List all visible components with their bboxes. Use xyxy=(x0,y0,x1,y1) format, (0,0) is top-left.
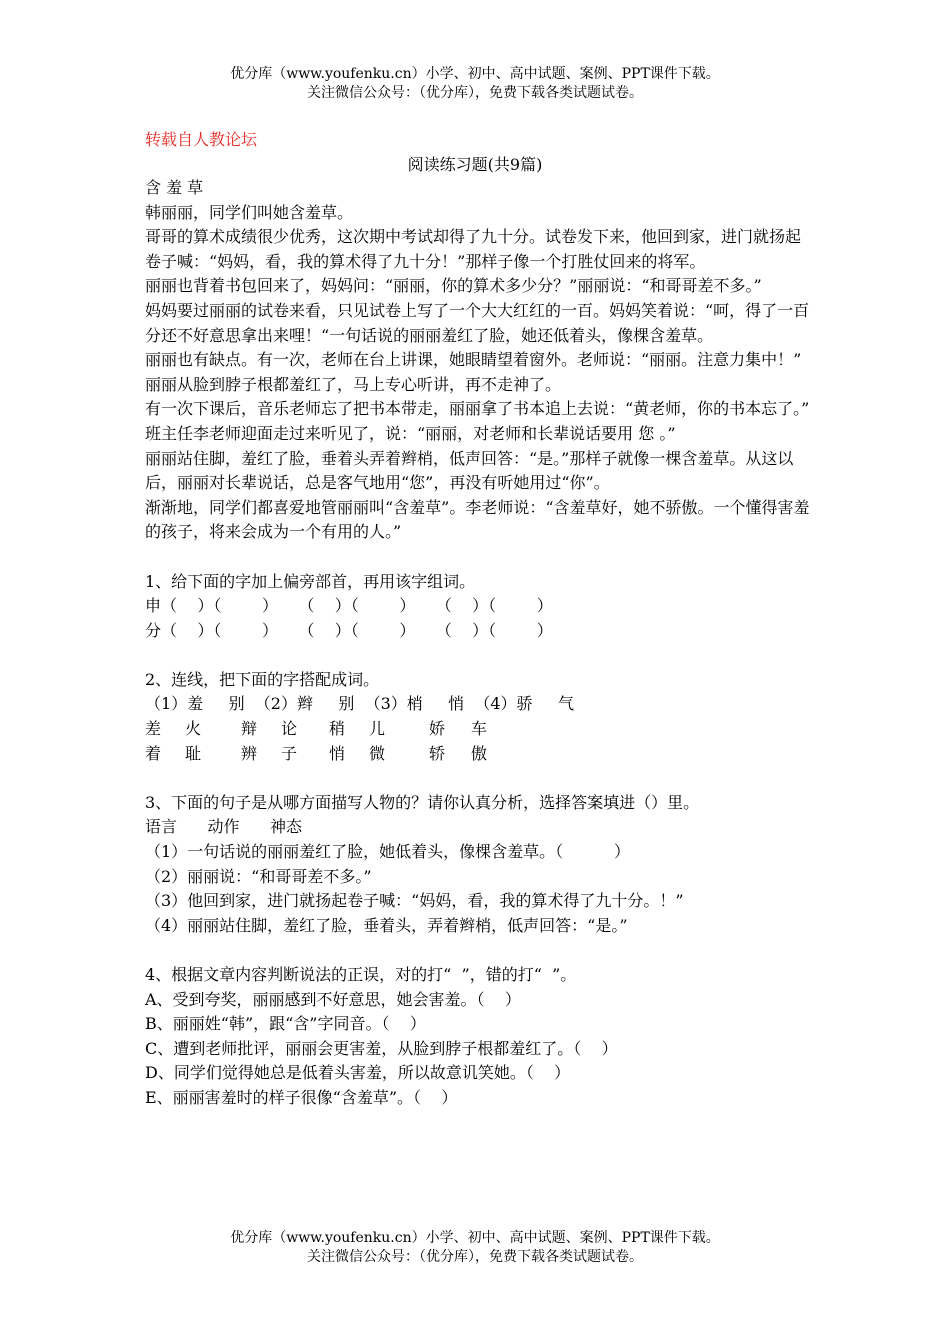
story-title: 含 羞 草 xyxy=(145,178,204,197)
word-char: 傲 xyxy=(471,743,488,763)
question-1-row: 分（ ）（ ） （ ）（ ） （ ）（ ） xyxy=(145,620,553,640)
story-paragraph: 韩丽丽，同学们叫她含羞草。 xyxy=(145,202,354,222)
word-char: 车 xyxy=(471,719,488,739)
source-note: 转载自人教论坛 xyxy=(145,130,258,149)
story-paragraph: 有一次下课后，音乐老师忘了把书本带走，丽丽拿了书本追上去说：“黄老师，你的书本忘了。” xyxy=(145,399,810,419)
question-4-item: B、丽丽姓“韩”，跟“含”字同音。（ ） xyxy=(145,1014,426,1034)
question-3-item: （3）他回到家，进门就扬起卷子喊：“妈妈，看，我的算术得了九十分。！” xyxy=(145,891,684,911)
question-2-row xyxy=(145,742,810,767)
question-3-item: （1）一句话说的丽丽羞红了脸，她低着头，像棵含羞草。（ ） xyxy=(145,842,631,862)
page-footer xyxy=(0,1229,950,1267)
document-body xyxy=(145,176,810,1111)
word-char: 辩 xyxy=(241,719,258,739)
question-3-prompt: 3、下面的句子是从哪方面描写人物的？请你认真分析，选择答案填进（）里。 xyxy=(145,792,700,812)
question-3-item: （2）丽丽说：“和哥哥差不多。” xyxy=(145,866,372,886)
page-header xyxy=(0,65,950,103)
word-char: 悄 xyxy=(329,743,346,763)
story-paragraph: 丽丽也背着书包回来了，妈妈问：“丽丽，你的算术多少分？”丽丽说：“和哥哥差不多。” xyxy=(145,276,762,296)
word-char: 娇 xyxy=(429,719,446,739)
question-2-row xyxy=(145,717,810,742)
story-paragraph: 班主任李老师迎面走过来听见了，说：“丽丽，对老师和长辈说话要用 您 。” xyxy=(145,423,676,443)
word-char: 稍 xyxy=(329,719,346,739)
word-char: 轿 xyxy=(429,743,446,763)
header-line-2: 关注微信公众号：（优分库），免费下载各类试题试卷。 xyxy=(307,85,643,101)
question-2-prompt: 2、连线，把下面的字搭配成词。 xyxy=(145,669,380,689)
word-char: 微 xyxy=(369,743,386,763)
story-paragraph: 丽丽也有缺点。有一次，老师在台上讲课，她眼睛望着窗外。老师说：“丽丽。注意力集中！” 丽丽从脸到脖子根都羞红了，马上专心听讲，再不走神了。 xyxy=(145,350,802,394)
footer-line-1: 优分库（www.youfenku.cn）小学、初中、高中试题、案例、PPT课件下载。 xyxy=(230,1230,720,1246)
question-1-prompt: 1、给下面的字加上偏旁部首，再用该字组词。 xyxy=(145,571,476,591)
word-char: 论 xyxy=(281,719,298,739)
word-char: 差 xyxy=(145,719,162,739)
question-3-item: （4）丽丽站住脚，羞红了脸，垂着头，弄着辫梢，低声回答：“是。” xyxy=(145,915,628,935)
question-4-prompt: 4、根据文章内容判断说法的正误，对的打“ ”，错的打“ ”。 xyxy=(145,965,577,984)
story-paragraph: 妈妈要过丽丽的试卷来看，只见试卷上写了一个大大红红的一百。妈妈笑着说：“呵，得了一百分还不好意思拿出来哩！“一句话说的丽丽羞红了脸，她还低着头，像棵含羞草。 xyxy=(145,300,810,345)
story-paragraph: 哥哥的算术成绩很少优秀，这次期中考试却得了九十分。试卷发下来，他回到家，进门就扬起卷子喊：“妈妈，看，我的算术得了九十分！”那样子像一个打胜仗回来的将军。 xyxy=(145,227,802,271)
word-char: 着 xyxy=(145,743,162,763)
word-char: 火 xyxy=(185,719,202,739)
question-3-options: 语言 动作 神态 xyxy=(145,817,303,837)
question-4-item: D、同学们觉得她总是低着头害羞，所以故意讥笑她。（ ） xyxy=(145,1063,571,1083)
header-line-1: 优分库（www.youfenku.cn）小学、初中、高中试题、案例、PPT课件下载。 xyxy=(230,66,720,82)
question-4-item: C、遭到老师批评，丽丽会更害羞，从脸到脖子根都羞红了。（ ） xyxy=(145,1038,618,1058)
word-char: 子 xyxy=(281,743,298,763)
story-paragraph: 渐渐地，同学们都喜爱地管丽丽叫“含羞草”。李老师说：“含羞草好，她不骄傲。一个懂得害羞的孩子，将来会成为一个有用的人。” xyxy=(145,497,810,542)
story-paragraph: 丽丽站住脚，羞红了脸，垂着头弄着辫梢，低声回答：“是。”那样子就像一棵含羞草。从这以后，丽丽对长辈说话，总是客气地用“您”，再没有听她用过“你”。 xyxy=(145,448,794,493)
footer-line-2: 关注微信公众号：（优分库），免费下载各类试题试卷。 xyxy=(307,1249,643,1265)
word-char: 儿 xyxy=(369,719,386,739)
word-char: 耻 xyxy=(185,743,202,763)
word-char: 辨 xyxy=(241,743,258,763)
question-4-item: E、丽丽害羞时的样子很像“含羞草”。（ ） xyxy=(145,1087,458,1107)
question-4-item: A、受到夸奖，丽丽感到不好意思，她会害羞。（ ） xyxy=(145,989,521,1009)
document-title: 阅读练习题(共9篇) xyxy=(407,155,543,174)
question-1-row: 申（ ）（ ） （ ）（ ） （ ）（ ） xyxy=(145,596,553,616)
question-2-row: （1）羞 别 （2）辫 别 （3）梢 悄 （4）骄 气 xyxy=(145,694,574,714)
